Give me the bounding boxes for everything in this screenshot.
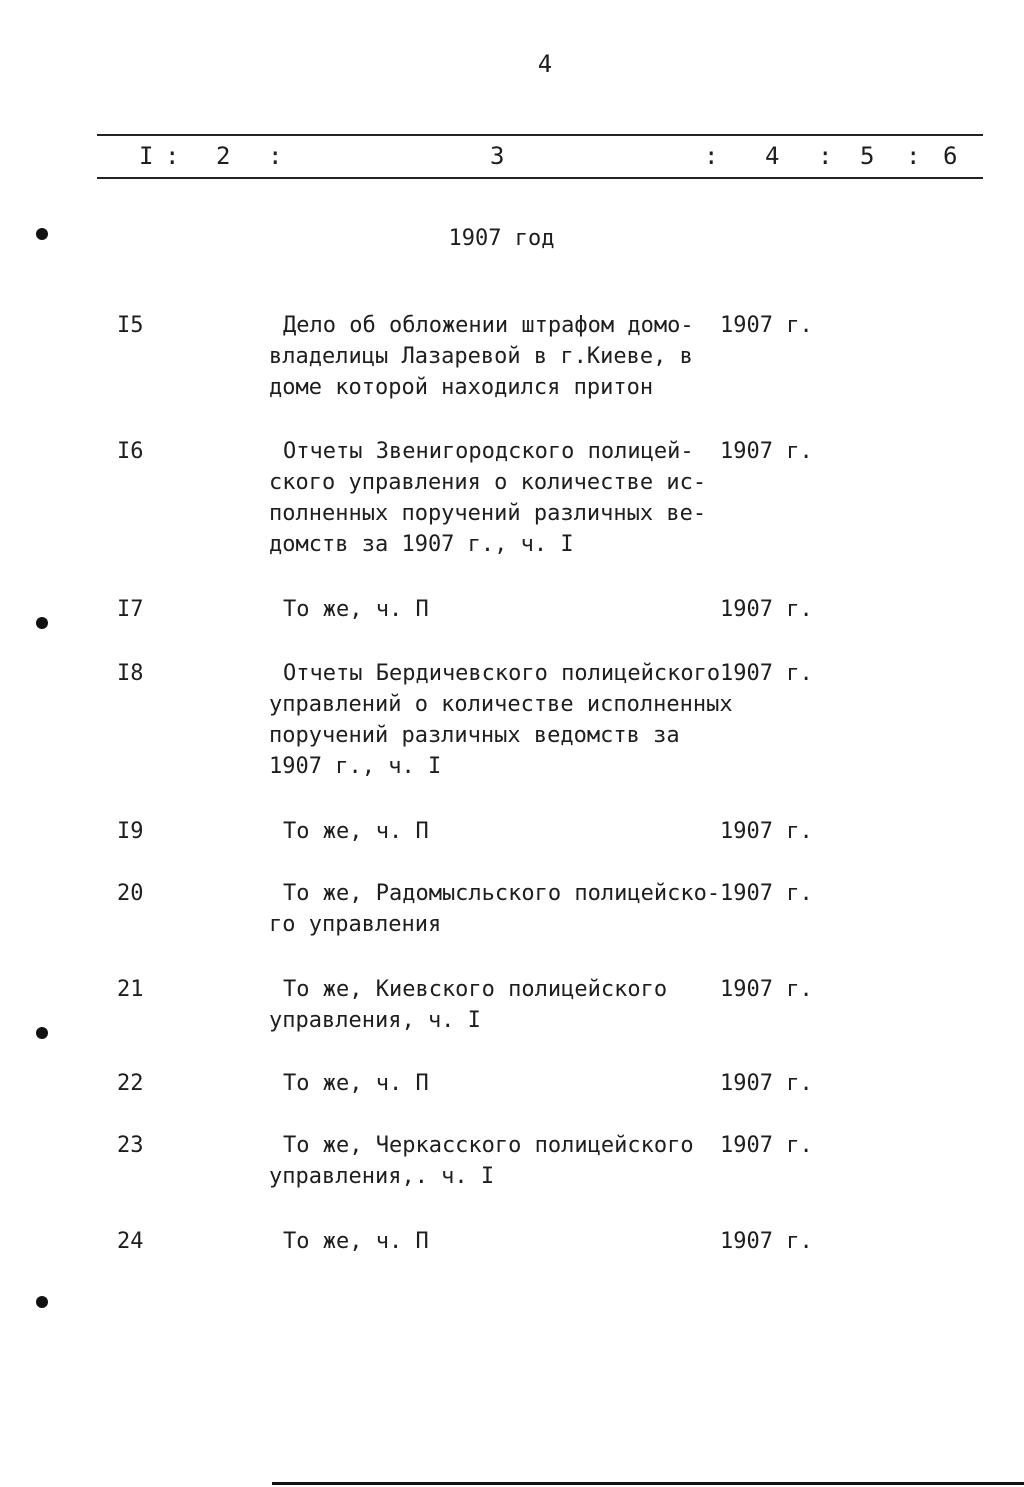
entry-line: То же, Черкасского полицейского [283, 1133, 694, 1158]
entry-line: ского управления о количестве ис- [269, 470, 707, 495]
column-separator: : [165, 142, 180, 170]
entry-line: управлений о количестве исполненных [269, 692, 733, 717]
column-header-3: 3 [490, 142, 505, 170]
entry-line: 1907 г., ч. I [269, 754, 442, 779]
entry-number: 24 [117, 1229, 144, 1254]
header-top-rule [97, 134, 983, 136]
entry-description [269, 1068, 719, 1099]
column-separator: : [268, 142, 283, 170]
entry-description [269, 658, 733, 782]
entry-description [269, 310, 719, 403]
entry-number: I5 [117, 313, 144, 338]
entry-line: То же, Киевского полицейского [283, 977, 668, 1002]
binding-hole [36, 617, 48, 629]
entry-line: То же, Радомысльского полицейско- [283, 881, 721, 906]
entry-description [269, 1130, 719, 1192]
entry-number: I8 [117, 661, 144, 686]
entry-description [269, 878, 719, 940]
entry-line: владелицы Лазаревой в г.Киеве, в [269, 344, 693, 369]
entry-date: 1907 г. [720, 661, 813, 686]
entry-line: управления, ч. I [269, 1008, 481, 1033]
entry-date: 1907 г. [720, 313, 813, 338]
column-separator: : [818, 142, 833, 170]
entry-line: Дело об обложении штрафом домо- [283, 313, 694, 338]
entry-number: I6 [117, 439, 144, 464]
entry-date: 1907 г. [720, 439, 813, 464]
entry-line: Отчеты Звенигородского полицей- [283, 439, 694, 464]
entry-line: Отчеты Бердичевского полицейского [283, 661, 721, 686]
column-header-6: 6 [943, 142, 958, 170]
entry-description [269, 594, 719, 625]
binding-hole [36, 1027, 48, 1039]
column-header-2: 2 [216, 142, 231, 170]
entry-description [269, 974, 719, 1036]
entry-number: 23 [117, 1133, 144, 1158]
entry-number: I7 [117, 597, 144, 622]
column-header-4: 4 [765, 142, 780, 170]
column-separator: : [906, 142, 921, 170]
entry-date: 1907 г. [720, 1133, 813, 1158]
entry-line: полненных поручений различных ве- [269, 501, 707, 526]
year-heading: 1907 год [448, 226, 555, 251]
header-bottom-rule [97, 177, 983, 179]
entry-number: I9 [117, 819, 144, 844]
entry-date: 1907 г. [720, 1229, 813, 1254]
entry-line: поручений различных ведомств за [269, 723, 680, 748]
binding-hole [36, 1296, 48, 1308]
entry-number: 21 [117, 977, 144, 1002]
entry-line: доме которой находился притон [269, 375, 654, 400]
column-separator: : [704, 142, 719, 170]
entry-line: То же, ч. П [283, 597, 429, 622]
entry-date: 1907 г. [720, 597, 813, 622]
entry-date: 1907 г. [720, 881, 813, 906]
entry-number: 22 [117, 1071, 144, 1096]
entry-line: То же, ч. П [283, 819, 429, 844]
entry-line: управления,. ч. I [269, 1164, 495, 1189]
entry-line: го управления [269, 912, 442, 937]
entry-line: То же, ч. П [283, 1229, 429, 1254]
entry-description [269, 436, 719, 560]
entry-date: 1907 г. [720, 819, 813, 844]
column-header-1: I [139, 142, 154, 170]
column-header-5: 5 [860, 142, 875, 170]
entry-date: 1907 г. [720, 977, 813, 1002]
entry-description [269, 816, 719, 847]
page-number: 4 [537, 50, 553, 78]
entry-line: домств за 1907 г., ч. I [269, 532, 574, 557]
entry-number: 20 [117, 881, 144, 906]
entry-line: То же, ч. П [283, 1071, 429, 1096]
page-bottom-edge [272, 1482, 1024, 1485]
entry-date: 1907 г. [720, 1071, 813, 1096]
binding-hole [36, 228, 48, 240]
entry-description [269, 1226, 719, 1257]
